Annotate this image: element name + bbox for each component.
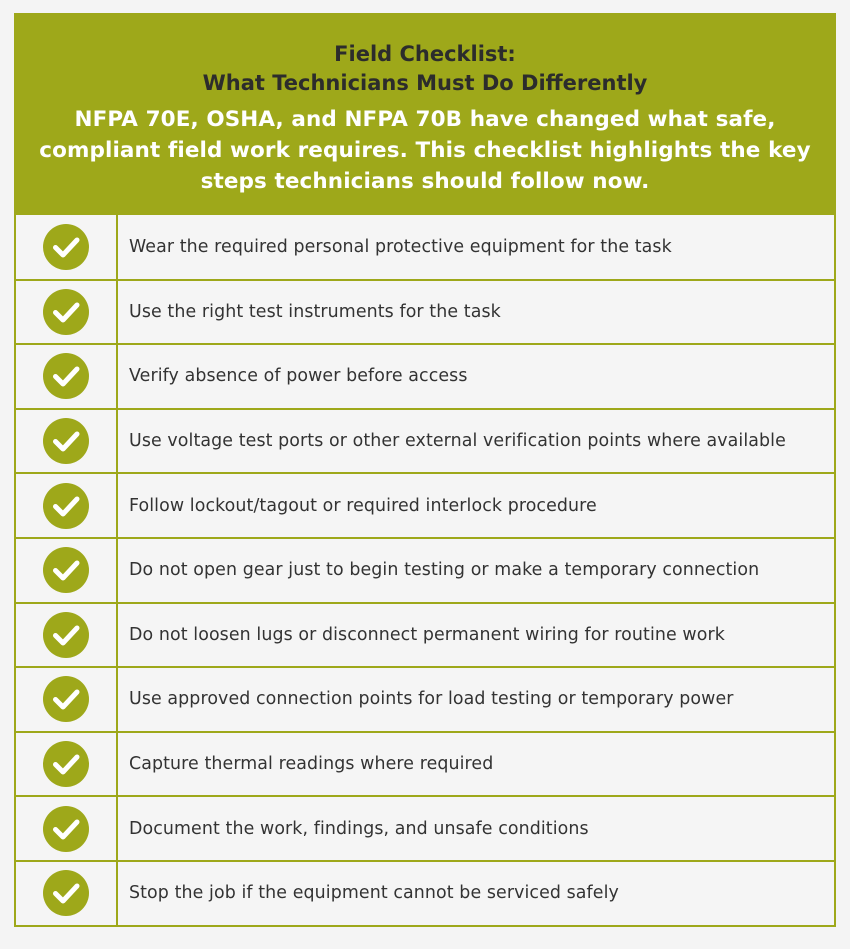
checklist-row-7 <box>16 602 834 667</box>
page-title-line-1: Field Checklist: <box>334 42 516 66</box>
checklist-item-text: Use the right test instruments for the task <box>129 301 501 322</box>
checklist-row-8 <box>16 666 834 731</box>
checklist-icon-cell <box>16 797 118 860</box>
checklist-row-11 <box>16 860 834 925</box>
check-circle-icon <box>43 483 89 529</box>
checklist-icon-cell <box>16 345 118 408</box>
checklist-item-text: Document the work, findings, and unsafe conditions <box>129 818 589 839</box>
check-circle-icon <box>43 612 89 658</box>
checklist-items <box>16 215 834 925</box>
checklist-row-1 <box>16 215 834 279</box>
check-circle-icon <box>43 806 89 852</box>
page-subtitle: NFPA 70E, OSHA, and NFPA 70B have changed what safe, compliant field work requires. This checklist highlights the key steps technicians should follow now. <box>39 107 811 194</box>
checklist-row-4 <box>16 408 834 473</box>
checklist-icon-cell <box>16 281 118 344</box>
check-circle-icon <box>43 353 89 399</box>
check-circle-icon <box>43 224 89 270</box>
checklist-item-text: Use voltage test ports or other external verification points where available <box>129 431 786 452</box>
checklist-item-text: Use approved connection points for load testing or temporary power <box>129 689 734 710</box>
checklist-icon-cell <box>16 410 118 473</box>
checklist-item-text: Do not open gear just to begin testing or make a temporary connection <box>129 560 760 581</box>
checklist-row-10 <box>16 795 834 860</box>
checklist-row-9 <box>16 731 834 796</box>
checklist-icon-cell <box>16 733 118 796</box>
checklist-icon-cell <box>16 539 118 602</box>
page-title-line-2: What Technicians Must Do Differently <box>202 71 648 95</box>
check-circle-icon <box>43 289 89 335</box>
check-circle-icon <box>43 547 89 593</box>
checklist-item-text: Stop the job if the equipment cannot be serviced safely <box>129 883 619 904</box>
check-circle-icon <box>43 870 89 916</box>
checklist-item-text: Do not loosen lugs or disconnect permanent wiring for routine work <box>129 624 725 645</box>
checklist-icon-cell <box>16 668 118 731</box>
checklist-row-2 <box>16 279 834 344</box>
check-circle-icon <box>43 676 89 722</box>
checklist-item-text: Verify absence of power before access <box>129 366 468 387</box>
checklist-item-text: Wear the required personal protective equipment for the task <box>129 236 672 257</box>
checklist-row-3 <box>16 343 834 408</box>
checklist-card <box>14 13 836 927</box>
checklist-item-text: Follow lockout/tagout or required interlock procedure <box>129 495 597 516</box>
checklist-row-5 <box>16 472 834 537</box>
checklist-item-text: Capture thermal readings where required <box>129 754 494 775</box>
checklist-icon-cell <box>16 862 118 925</box>
checklist-icon-cell <box>16 604 118 667</box>
checklist-icon-cell <box>16 215 118 279</box>
checklist-icon-cell <box>16 474 118 537</box>
check-circle-icon <box>43 741 89 787</box>
checklist-header <box>16 15 834 215</box>
checklist-row-6 <box>16 537 834 602</box>
check-circle-icon <box>43 418 89 464</box>
